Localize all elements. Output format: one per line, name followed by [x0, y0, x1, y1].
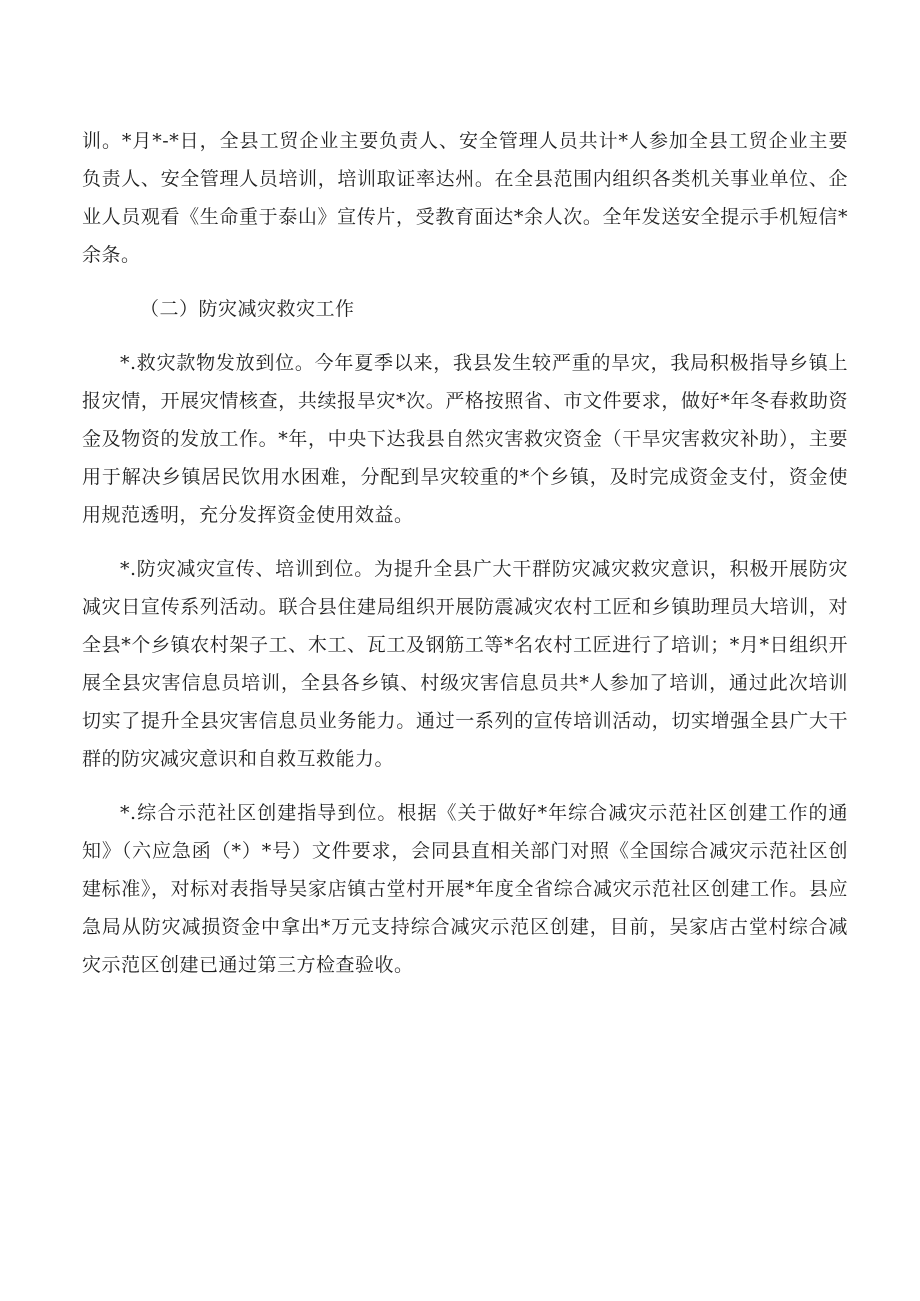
document-page: [82, 122, 848, 984]
paragraph-publicity-training: *.防灾减灾宣传、培训到位。为提升全县广大干群防灾减灾救灾意识，积极开展防灾减灾日宣传系列活动。联合县住建局组织开展防震减灾农村工匠和乡镇助理员大培训，对全县*个乡镇农村架子工、木工、瓦工及钢筋工等*名农村工匠进行了培训；*月*日组织开展全县灾害信息员培训，全县各乡镇、村级灾害信息员共*人参加了培训，通过此次培训切实了提升全县灾害信息员业务能力。通过一系列的宣传培训活动，切实增强全县广大干群的防灾减灾意识和自救互救能力。: [82, 558, 848, 770]
paragraph-demonstration-community: *.综合示范社区创建指导到位。根据《关于做好*年综合减灾示范社区创建工作的通知》（六应急函（*）*号）文件要求，会同县直相关部门对照《全国综合减灾示范社区创建标准》，对标对表指导吴家店镇古堂村开展*年度全省综合减灾示范社区创建工作。县应急局从防灾减损资金中拿出*万元支持综合减灾示范区创建，目前，吴家店古堂村综合减灾示范区创建已通过第三方检查验收。: [82, 802, 848, 976]
paragraph-relief-funds: *.救灾款物发放到位。今年夏季以来，我县发生较严重的旱灾，我局积极指导乡镇上报灾情，开展灾情核查，共续报旱灾*次。严格按照省、市文件要求，做好*年冬春救助资金及物资的发放工作。*年，中央下达我县自然灾害救灾资金（干旱灾害救灾补助），主要用于解决乡镇居民饮用水困难，分配到旱灾较重的*个乡镇，及时完成资金支付，资金使用规范透明，充分发挥资金使用效益。: [82, 352, 848, 526]
section-heading-disaster-prevention: （二）防灾减灾救灾工作: [140, 298, 355, 320]
paragraph-training-summary: 训。*月*-*日，全县工贸企业主要负责人、安全管理人员共计*人参加全县工贸企业主要负责人、安全管理人员培训，培训取证率达州。在全县范围内组织各类机关事业单位、企业人员观看《生命重于泰山》宣传片，受教育面达*余人次。全年发送安全提示手机短信*余条。: [82, 130, 848, 266]
